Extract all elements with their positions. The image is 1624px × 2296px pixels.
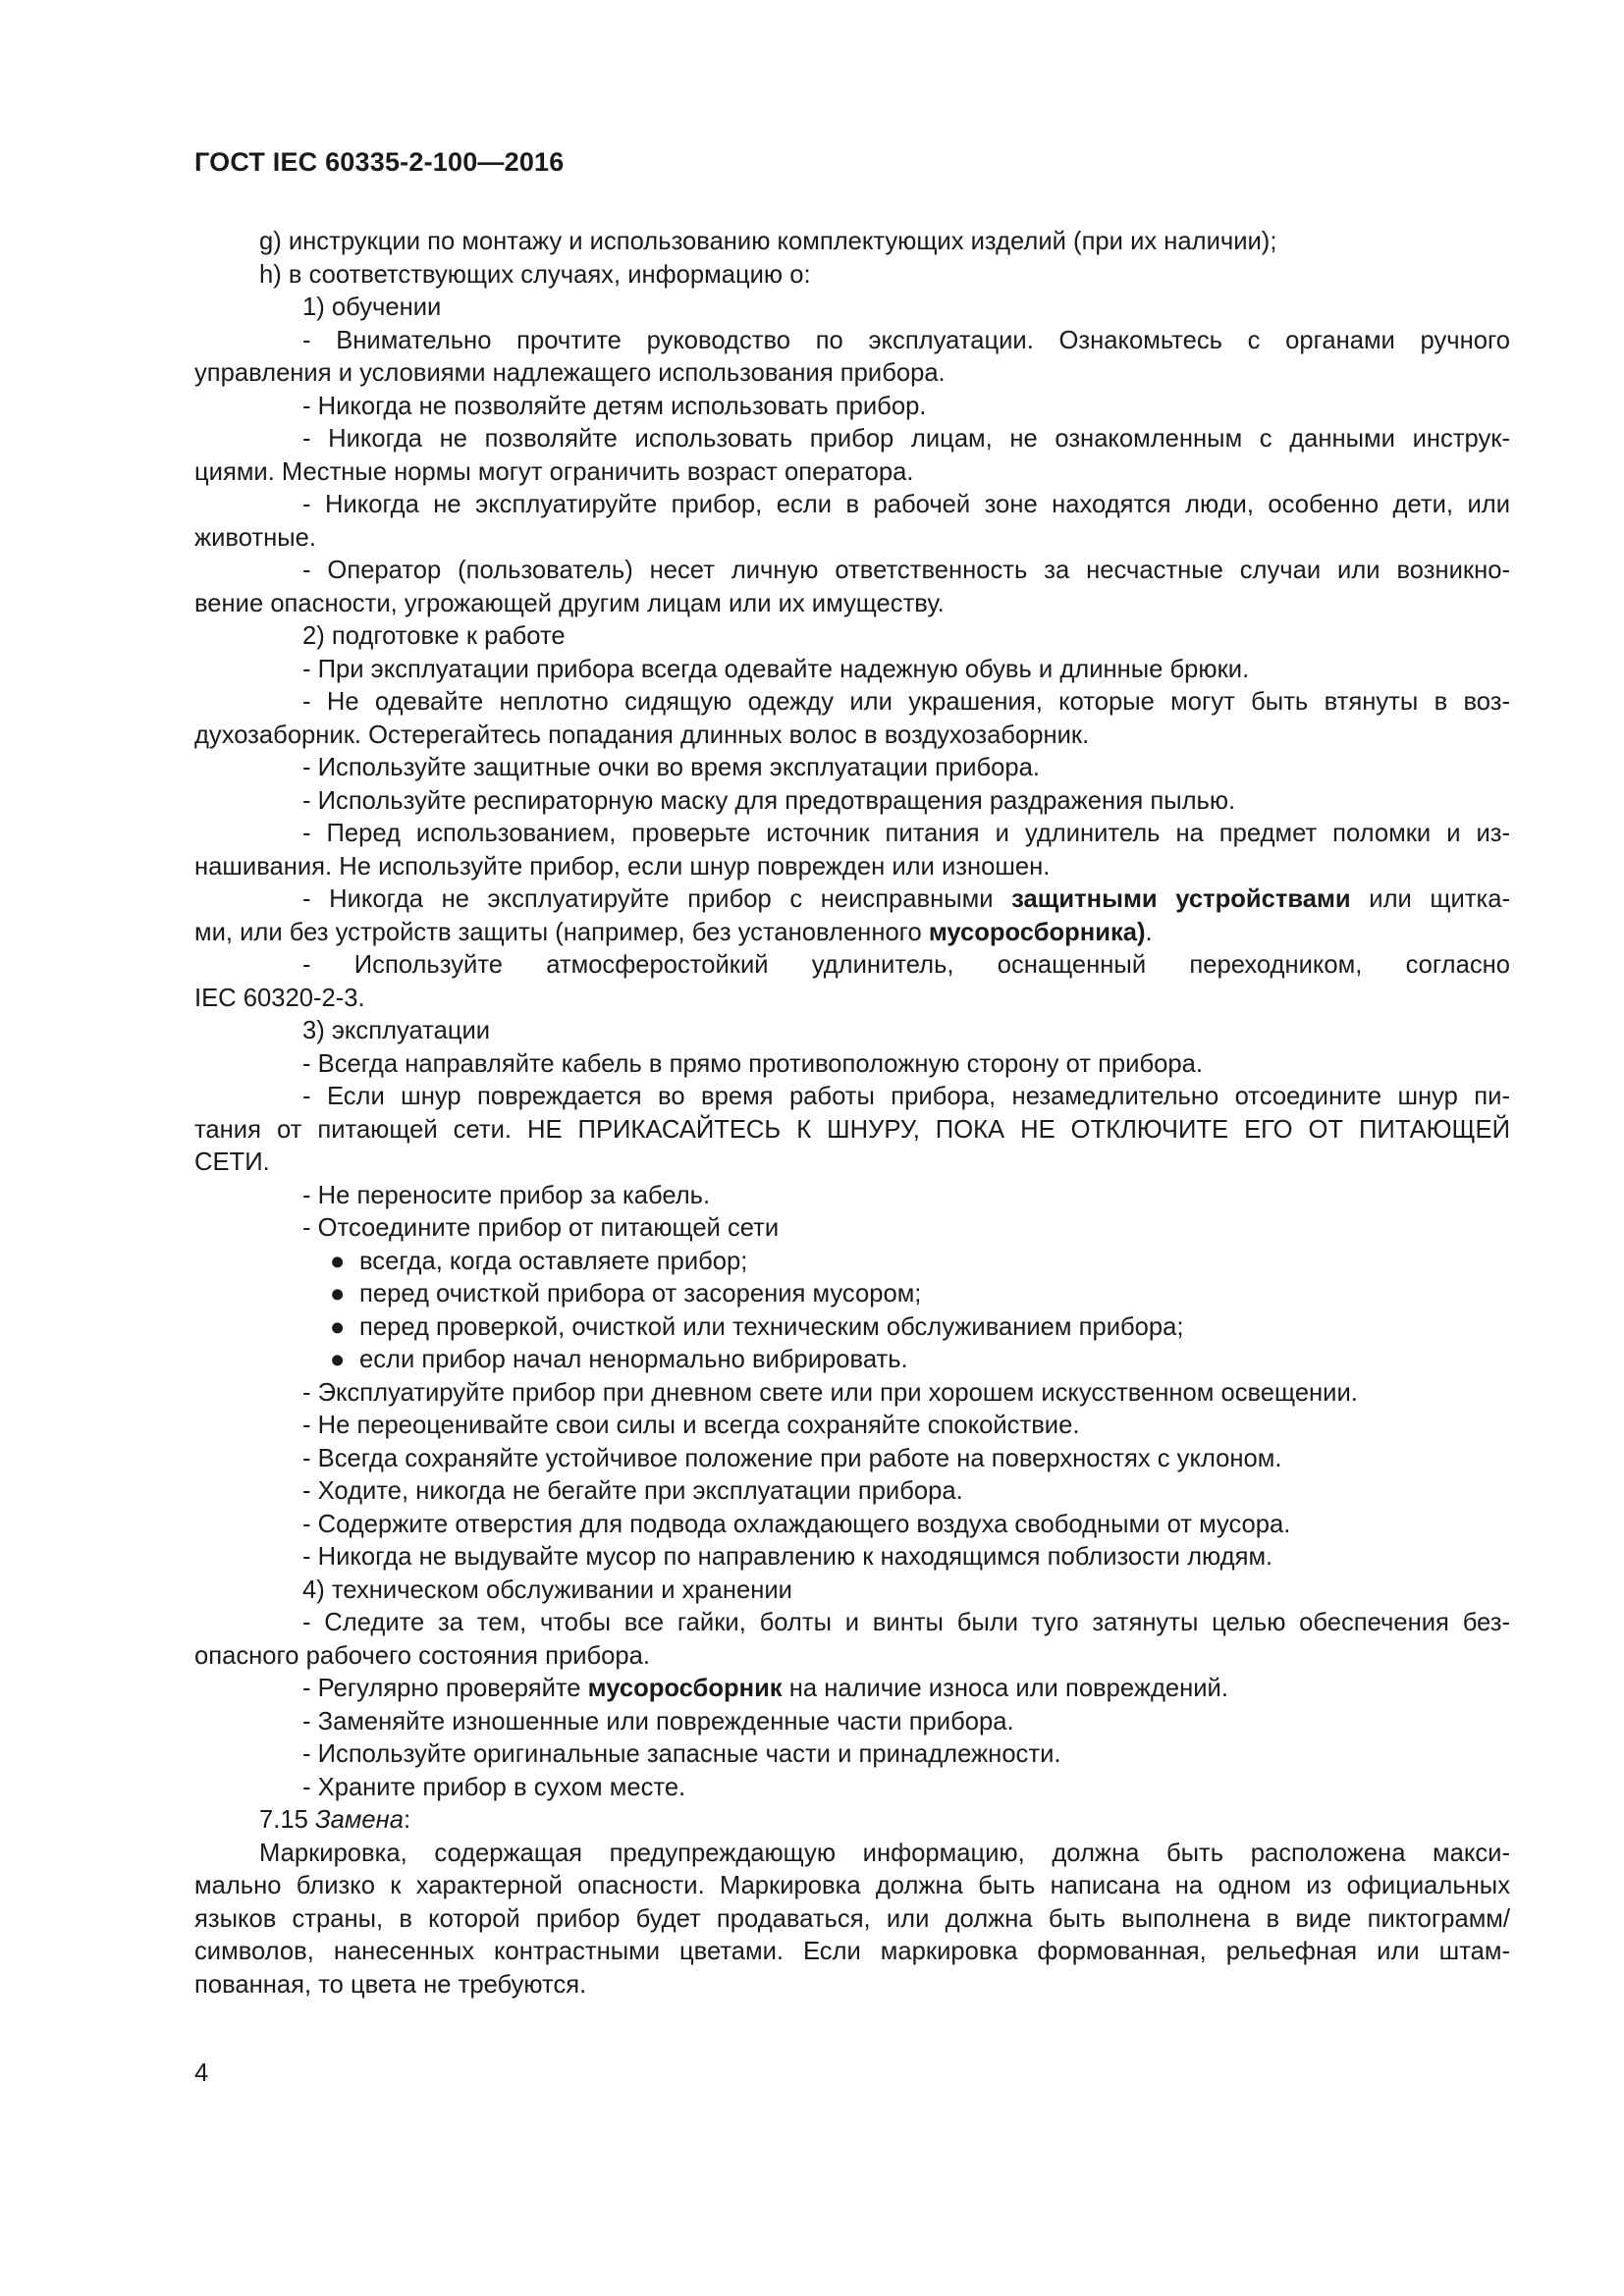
paragraph-line: - Всегда сохраняйте устойчивое положение при работе на поверхностях с уклоном.: [302, 1444, 1282, 1472]
text-run: :: [403, 1806, 411, 1834]
section-heading-maintenance: 4) техническом обслуживании и хранении: [302, 1575, 792, 1604]
paragraph-line: животные.: [194, 523, 316, 552]
paragraph-line: СЕТИ.: [194, 1148, 270, 1176]
bold-term-protective-devices: защитными устройствами: [1011, 885, 1351, 913]
paragraph-line: [194, 1673, 1510, 1706]
bullet-item: [194, 1344, 1510, 1377]
list-item-h: h) в соответствующих случаях, информацию о:: [259, 260, 811, 289]
page-number: 4: [194, 2059, 209, 2087]
paragraph-line: управления и условиями надлежащего использования прибора.: [194, 359, 946, 387]
text-run: на наличие износа или повреждений.: [782, 1675, 1228, 1702]
text-run: - Никогда не эксплуатируйте прибор с неисправными: [302, 885, 1012, 913]
paragraph-line: - Всегда направляйте кабель в прямо противоположную сторону от прибора.: [302, 1049, 1203, 1078]
paragraph-line: - Оператор (пользователь) несет личную ответственность за несчастные случаи или возникно-: [302, 557, 1510, 584]
paragraph-line: - Используйте оригинальные запасные части и принадлежности.: [302, 1740, 1061, 1768]
paragraph-line: - Никогда не выдувайте мусор по направлению к находящимся поблизости людям.: [302, 1543, 1273, 1571]
paragraph-line: - Содержите отверстия для подвода охлаждающего воздуха свободными от мусора.: [302, 1510, 1291, 1538]
paragraph-line: опасного рабочего состояния прибора.: [194, 1641, 650, 1670]
bullet-icon: ●: [330, 1247, 346, 1275]
bullet-icon: ●: [330, 1280, 346, 1308]
paragraph-line: - Не переоценивайте свои силы и всегда сохраняйте спокойствие.: [302, 1412, 1080, 1439]
paragraph-line: - Не одевайте неплотно сидящую одежду или украшения, которые могут быть втянуты в воз-: [302, 688, 1510, 716]
paragraph-line: - Отсоедините прибор от питающей сети: [302, 1214, 780, 1242]
paragraph-line: - Никогда не позволяйте использовать прибор лицам, не ознакомленным с данными инструк-: [302, 425, 1510, 453]
list-item-g: g) инструкции по монтажу и использованию комплектующих изделий (при их наличии);: [259, 228, 1277, 255]
clause-title: Замена: [314, 1806, 404, 1834]
paragraph-line: - Используйте респираторную маску для предотвращения раздражения пылью.: [302, 786, 1236, 815]
paragraph-line: циями. Местные нормы могут ограничить возраст оператора.: [194, 457, 914, 486]
paragraph-line: - Если шнур повреждается во время работы прибора, незамедлительно отсоедините шнур пи-: [302, 1083, 1510, 1110]
paragraph-line: - Используйте защитные очки во время эксплуатации прибора.: [302, 754, 1040, 781]
paragraph-line: духозаборник. Остерегайтесь попадания длинных волос в воздухозаборник.: [194, 721, 1090, 749]
bold-term-debris-collector: мусоросборник: [587, 1675, 783, 1702]
bullet-text: перед очисткой прибора от засорения мусором;: [359, 1280, 922, 1308]
paragraph-line: тания от питающей сети. НЕ ПРИКАСАЙТЕСЬ К ШНУРУ, ПОКА НЕ ОТКЛЮЧИТЕ ЕГО ОТ ПИТАЮЩЕЙ: [194, 1115, 1510, 1144]
paragraph-line: Маркировка, содержащая предупреждающую информацию, должна быть расположена макси-: [259, 1839, 1510, 1867]
document-header: ГОСТ IEC 60335-2-100—2016: [194, 147, 565, 177]
bullet-text: перед проверкой, очисткой или техническим обслуживанием прибора;: [359, 1312, 1184, 1341]
clause-number: 7.15: [259, 1806, 315, 1834]
paragraph-line: [194, 917, 1510, 950]
paragraph-line: - Перед использованием, проверьте источник питания и удлинитель на предмет поломки и из-: [302, 820, 1510, 847]
paragraph-line: - Храните прибор в сухом месте.: [302, 1773, 686, 1801]
bullet-icon: ●: [330, 1312, 346, 1341]
text-run: или щитка-: [1350, 885, 1511, 913]
paragraph-line: - Заменяйте изношенные или поврежденные части прибора.: [302, 1707, 1014, 1735]
paragraph-line: IEC 60320-2-3.: [194, 984, 365, 1012]
bullet-item: [194, 1246, 1510, 1279]
bullet-item: [194, 1311, 1510, 1345]
paragraph-line: - Никогда не эксплуатируйте прибор, если в рабочей зоне находятся люди, особенно дети, или: [302, 491, 1510, 518]
paragraph-line: языков страны, в которой прибор будет продаваться, или должна быть выполнена в виде пиктограмм/: [194, 1904, 1510, 1933]
paragraph-line: - Эксплуатируйте прибор при дневном свете или при хорошем искусственном освещении.: [302, 1378, 1358, 1407]
text-run: - Регулярно проверяйте: [302, 1675, 588, 1702]
paragraph-line: [194, 883, 1510, 917]
bullet-text: всегда, когда оставляете прибор;: [359, 1247, 748, 1275]
paragraph-line: - Следите за тем, чтобы все гайки, болты и винты были туго затянуты целью обеспечения без-: [302, 1609, 1510, 1636]
section-heading-training: 1) обучении: [302, 294, 442, 321]
bullet-icon: ●: [330, 1346, 346, 1373]
document-body: [194, 226, 1510, 2002]
paragraph-line: нашивания. Не используйте прибор, если шнур поврежден или изношен.: [194, 852, 1051, 881]
paragraph-line: - Внимательно прочтите руководство по эксплуатации. Ознакомьтесь с органами ручного: [302, 326, 1510, 354]
paragraph-line: мально близко к характерной опасности. Маркировка должна быть написана на одном из официальных: [194, 1872, 1510, 1899]
paragraph-line: вение опасности, угрожающей другим лицам или их имуществу.: [194, 589, 945, 617]
bullet-item: [194, 1278, 1510, 1311]
paragraph-line: - Не переносите прибор за кабель.: [302, 1181, 711, 1209]
clause-heading-7-15: [194, 1804, 1510, 1838]
text-run: .: [1145, 918, 1153, 946]
paragraph-line: символов, нанесенных контрастными цветами. Если маркировка формованная, рельефная или штам-: [194, 1938, 1510, 1965]
section-heading-operation: 3) эксплуатации: [302, 1017, 491, 1044]
bold-term-debris-collector: мусоросборника): [928, 918, 1146, 946]
paragraph-line: пованная, то цвета не требуются.: [194, 1970, 587, 1999]
text-run: ми, или без устройств защиты (например, без установленного: [194, 918, 929, 946]
bullet-text: если прибор начал ненормально вибрировать.: [359, 1346, 908, 1373]
paragraph-line: - Ходите, никогда не бегайте при эксплуатации прибора.: [302, 1477, 963, 1505]
paragraph-line: - Используйте атмосферостойкий удлинитель, оснащенный переходником, согласно: [302, 951, 1510, 979]
section-heading-preparation: 2) подготовке к работе: [302, 622, 566, 650]
paragraph-line: - При эксплуатации прибора всегда одевайте надежную обувь и длинные брюки.: [302, 655, 1250, 683]
paragraph-line: - Никогда не позволяйте детям использовать прибор.: [302, 392, 927, 420]
